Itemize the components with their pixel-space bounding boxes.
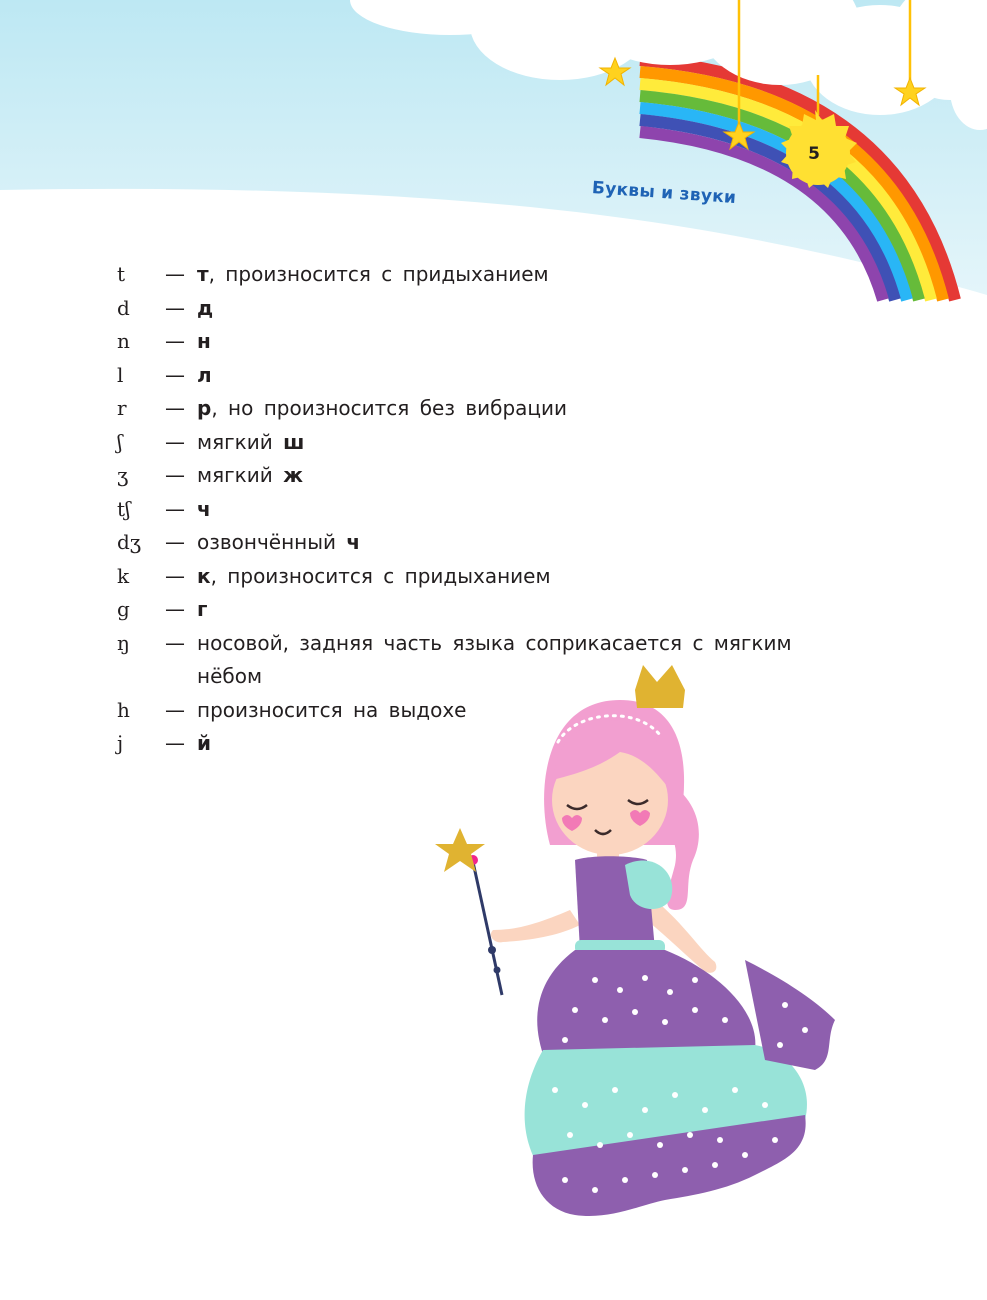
sound-row	[117, 258, 817, 292]
sound-symbol: ʃ	[117, 429, 123, 454]
sound-row	[117, 459, 817, 493]
sound-description	[197, 292, 817, 326]
description-text: , но произносится без вибрации	[211, 396, 568, 420]
sound-symbol: h	[117, 697, 130, 722]
princess-illustration	[425, 660, 875, 1220]
sound-symbol: dʒ	[117, 530, 142, 554]
description-text: мягкий	[197, 429, 284, 454]
russian-equivalent: й	[197, 731, 212, 755]
dash: —	[165, 329, 185, 353]
dash: —	[165, 463, 185, 487]
sound-description	[197, 526, 817, 560]
description-text: мягкий	[197, 463, 284, 487]
dash: —	[165, 295, 185, 320]
russian-equivalent: л	[197, 362, 212, 387]
sound-description	[197, 258, 817, 292]
sound-row	[117, 560, 817, 594]
sound-description	[197, 325, 817, 359]
description-text: носовой, задняя часть языка соприкасается с мягким нёбом	[197, 630, 792, 688]
description-text: озвончённый	[197, 530, 347, 554]
sound-symbol: tʃ	[117, 496, 131, 521]
sound-symbol: l	[117, 362, 124, 387]
description-text: произносится на выдохе	[197, 697, 467, 722]
dash: —	[165, 731, 185, 755]
sound-symbol: r	[117, 396, 127, 420]
russian-equivalent: д	[197, 295, 214, 320]
sound-description	[197, 593, 817, 627]
russian-equivalent: р	[197, 396, 212, 420]
russian-equivalent: ч	[197, 496, 211, 521]
sound-row	[117, 392, 817, 426]
sound-symbol: ʒ	[117, 463, 129, 487]
dash: —	[165, 496, 185, 521]
dash: —	[165, 429, 185, 454]
sound-symbol: d	[117, 295, 130, 320]
sound-row	[117, 292, 817, 326]
russian-equivalent: н	[197, 329, 211, 353]
russian-equivalent: ш	[283, 429, 305, 454]
sound-description	[197, 493, 817, 527]
sound-symbol: n	[117, 329, 130, 353]
sound-symbol: k	[117, 563, 130, 588]
sound-row	[117, 325, 817, 359]
sound-symbol: j	[117, 731, 124, 755]
sound-description	[197, 459, 817, 493]
dash: —	[165, 697, 185, 722]
dash: —	[165, 396, 185, 420]
section-title: Буквы и звуки	[591, 178, 737, 209]
sound-symbol: ŋ	[117, 630, 130, 655]
sound-row	[117, 526, 817, 560]
russian-equivalent: к	[197, 563, 211, 588]
sound-row	[117, 593, 817, 627]
russian-equivalent: т	[197, 262, 209, 286]
sound-symbol: t	[117, 262, 126, 286]
sound-description	[197, 560, 817, 594]
description-text: , произносится с придыханием	[210, 563, 551, 588]
description-text: , произносится с придыханием	[208, 262, 549, 286]
dash: —	[165, 563, 185, 588]
dash: —	[165, 262, 185, 286]
russian-equivalent: г	[197, 597, 208, 621]
sound-row	[117, 426, 817, 460]
sound-row	[117, 359, 817, 393]
sound-row	[117, 493, 817, 527]
sound-description	[197, 359, 817, 393]
dash: —	[165, 597, 185, 621]
page-number: 5	[808, 144, 820, 164]
russian-equivalent: ч	[346, 530, 361, 554]
russian-equivalent: ж	[283, 463, 303, 487]
sound-description	[197, 392, 817, 426]
dash: —	[165, 530, 185, 554]
dash: —	[165, 630, 185, 655]
sound-description	[197, 426, 817, 460]
sound-symbol: g	[117, 597, 130, 621]
dash: —	[165, 362, 185, 387]
